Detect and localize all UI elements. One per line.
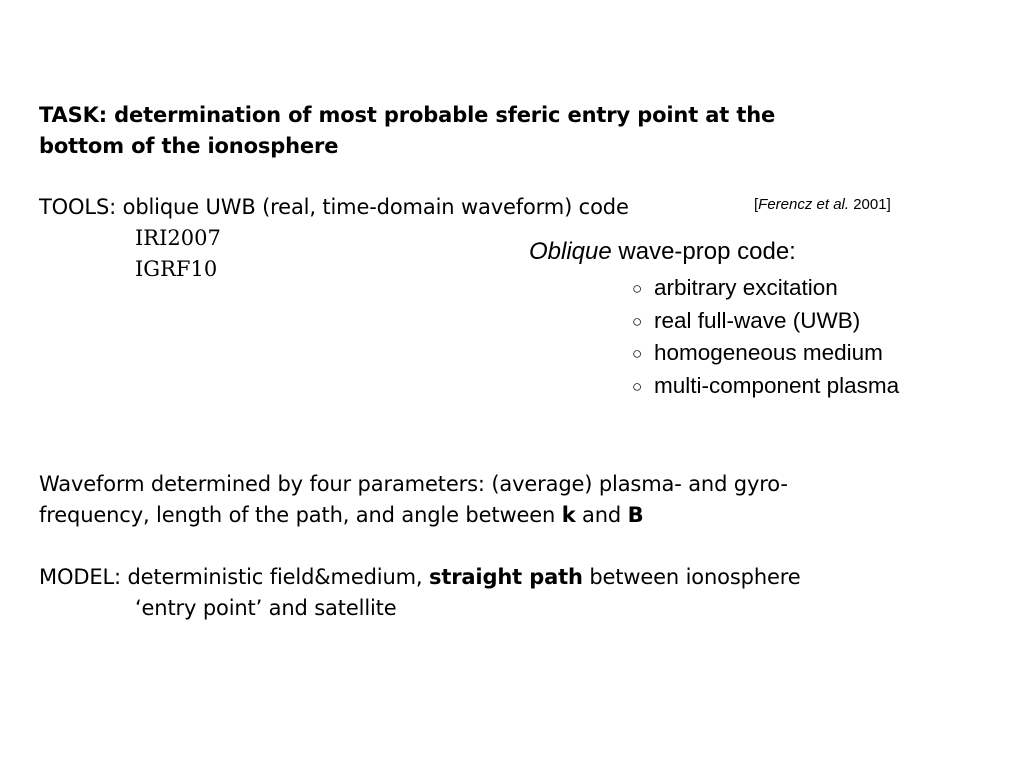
oblique-title-italic: Oblique [529, 238, 612, 265]
model-line-2: ‘entry point’ and satellite [135, 595, 397, 620]
model-line-1 [39, 562, 801, 593]
circle-bullet-icon: ○ [632, 376, 643, 396]
list-item [632, 337, 899, 370]
list-item-text: arbitrary excitation [654, 275, 838, 300]
circle-bullet-icon: ○ [632, 279, 643, 298]
oblique-title [529, 238, 796, 266]
citation-open: [ [754, 196, 759, 213]
waveform-line-2-text: frequency, length of the path, and angle between [39, 502, 562, 527]
citation-authors: Ferencz et al. [758, 196, 850, 213]
model-text-a: MODEL: deterministic field&medium, [39, 565, 429, 589]
list-item [632, 305, 899, 338]
waveform-paragraph [39, 469, 788, 530]
citation-year: 2001 [849, 196, 887, 213]
circle-bullet-icon: ○ [632, 311, 643, 331]
waveform-and: and [575, 502, 628, 527]
list-item-text: multi-component plasma [654, 372, 900, 398]
citation-close: ] [886, 196, 891, 213]
task-line-1: TASK: determination of most probable sferic entry point at the [39, 103, 776, 127]
task-line-2: bottom of the ionosphere [39, 133, 339, 158]
tools-item-igrf: IGRF10 [135, 257, 218, 281]
waveform-line-1: Waveform determined by four parameters: (average) plasma- and gyro- [39, 472, 788, 496]
list-item-text: real full-wave (UWB) [654, 307, 861, 333]
list-item [632, 272, 899, 305]
tools-line: TOOLS: oblique UWB (real, time-domain waveform) code [39, 195, 629, 219]
task-heading [39, 100, 775, 161]
k-vector-symbol: k [561, 502, 576, 527]
circle-bullet-icon: ○ [632, 344, 643, 363]
citation [754, 196, 891, 213]
waveform-line-2 [39, 500, 788, 531]
b-field-symbol: B [627, 502, 644, 527]
oblique-title-rest: wave-prop code: [611, 238, 796, 265]
tools-item-iri: IRI2007 [135, 226, 221, 250]
model-paragraph [39, 562, 801, 623]
model-text-b: between ionosphere [582, 565, 801, 589]
list-item-text: homogeneous medium [654, 340, 883, 365]
oblique-feature-list [632, 272, 899, 402]
model-bold: straight path [428, 565, 583, 589]
list-item [632, 370, 899, 403]
